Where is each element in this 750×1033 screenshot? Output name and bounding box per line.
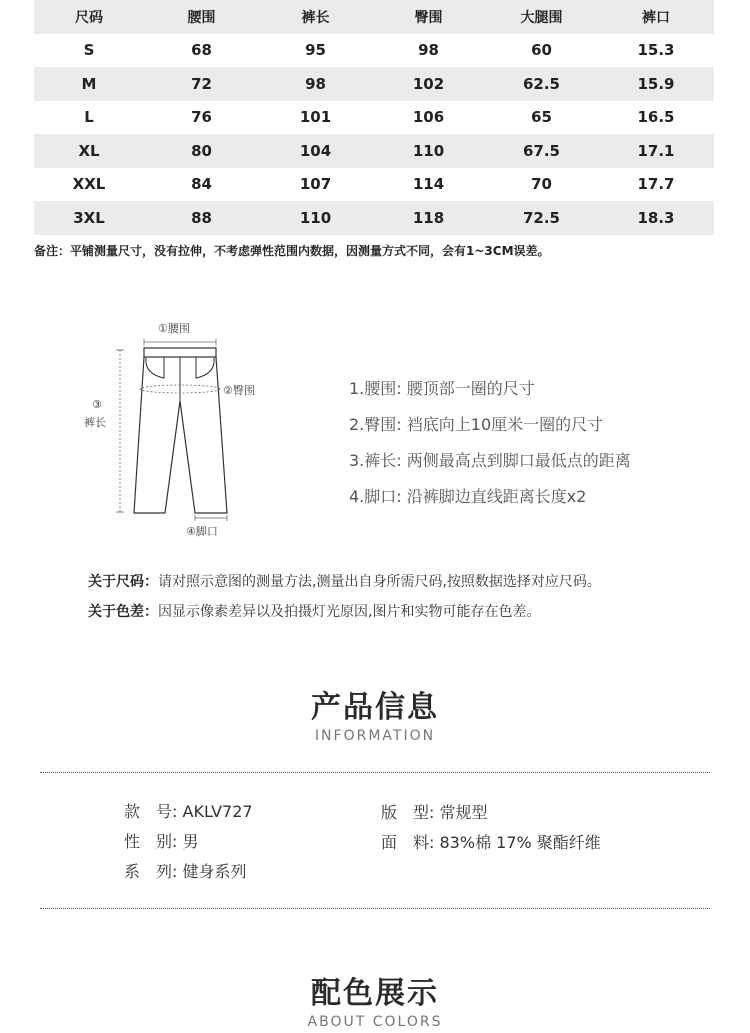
- info-model: [124, 799, 253, 822]
- header-cell: 腰围: [187, 9, 216, 26]
- about-size-key: 关于尺码：: [88, 574, 158, 590]
- table-cell: 104: [299, 141, 332, 160]
- divider: [40, 772, 710, 773]
- size-cell: L: [84, 108, 94, 127]
- measure-key: 3.裤长:: [349, 451, 402, 470]
- info-value: 常规型: [439, 803, 488, 822]
- table-cell: 16.5: [637, 108, 675, 127]
- info-value: 健身系列: [182, 862, 247, 881]
- table-cell: 95: [305, 41, 326, 60]
- about-size-text: 请对照示意图的测量方法,测量出自身所需尺码,按照数据选择对应尺码。: [158, 574, 601, 590]
- about-color: [88, 601, 540, 621]
- table-cell: 110: [412, 141, 445, 160]
- about-size: [88, 571, 601, 591]
- measure-key: 4.脚口:: [349, 487, 402, 506]
- table-cell: 62.5: [522, 74, 560, 93]
- product-info-subtitle: INFORMATION: [314, 728, 436, 744]
- header-cell: 裤长: [301, 9, 330, 26]
- table-cell: 110: [299, 208, 332, 227]
- header-cell: 大腿围: [520, 9, 563, 26]
- measure-desc: 腰顶部一圈的尺寸: [406, 379, 535, 398]
- length-number: ③: [92, 398, 102, 411]
- table-row: [34, 34, 714, 68]
- size-cell: XL: [78, 141, 100, 160]
- table-cell: 72: [191, 74, 212, 93]
- list-item: [349, 376, 631, 412]
- table-cell: 114: [412, 175, 445, 194]
- table-cell: 88: [191, 208, 212, 227]
- pants-outline-icon: [80, 316, 280, 546]
- info-key: 款 号:: [124, 802, 178, 821]
- waist-label: ①腰围: [158, 322, 190, 335]
- about-color-text: 因显示像素差异以及拍摄灯光原因,图片和实物可能存在色差。: [158, 604, 541, 620]
- list-item: [349, 412, 631, 448]
- pants-diagram: [80, 316, 280, 546]
- header-cell: 臀围: [414, 9, 443, 26]
- table-cell: 118: [412, 208, 445, 227]
- measure-key: 2.臀围:: [349, 415, 402, 434]
- table-cell: 70: [531, 175, 552, 194]
- table-cell: 101: [299, 108, 332, 127]
- table-cell: 76: [191, 108, 212, 127]
- info-key: 性 别:: [124, 832, 178, 851]
- table-cell: 102: [412, 74, 445, 93]
- table-cell: 84: [191, 175, 212, 194]
- size-table-header: [34, 0, 714, 34]
- info-series: [124, 859, 247, 882]
- info-value: 男: [182, 832, 199, 851]
- header-cell: 裤口: [642, 9, 670, 26]
- info-fabric: [381, 830, 601, 853]
- list-item: [349, 484, 631, 520]
- header-cell: 尺码: [75, 9, 103, 26]
- size-cell: S: [83, 41, 95, 60]
- list-item: [349, 448, 631, 484]
- size-note: 备注：平铺测量尺寸，没有拉伸，不考虑弹性范围内数据，因测量方式不同，会有1~3CM误差。: [34, 244, 550, 258]
- hip-label: ②臀围: [223, 384, 255, 397]
- info-gender: [124, 829, 199, 852]
- table-cell: 15.9: [637, 74, 675, 93]
- info-key: 系 列:: [124, 862, 178, 881]
- measure-desc: 沿裤脚边直线距离长度x2: [406, 487, 587, 506]
- divider: [40, 908, 710, 909]
- size-cell: 3XL: [73, 208, 105, 227]
- table-row: [34, 134, 714, 168]
- table-row: [34, 101, 714, 135]
- measurement-list: [349, 376, 631, 520]
- table-cell: 98: [418, 41, 439, 60]
- table-cell: 15.3: [637, 41, 675, 60]
- info-key: 版 型:: [381, 803, 435, 822]
- table-cell: 80: [191, 141, 212, 160]
- colors-title: 配色展示: [311, 976, 439, 1011]
- table-row: [34, 201, 714, 235]
- size-table: [34, 0, 714, 235]
- measure-desc: 两侧最高点到脚口最低点的距离: [406, 451, 631, 470]
- table-cell: 60: [531, 41, 552, 60]
- info-key: 面 料:: [381, 833, 435, 852]
- info-fit: [381, 800, 488, 823]
- about-color-key: 关于色差：: [88, 604, 158, 620]
- length-label: 裤长: [84, 416, 106, 429]
- table-cell: 17.7: [637, 175, 675, 194]
- table-cell: 68: [191, 41, 212, 60]
- size-cell: XXL: [72, 175, 106, 194]
- info-value: 83%棉 17% 聚酯纤维: [439, 833, 601, 852]
- table-cell: 18.3: [637, 208, 675, 227]
- table-cell: 98: [305, 74, 326, 93]
- table-cell: 67.5: [522, 141, 560, 160]
- measure-key: 1.腰围:: [349, 379, 402, 398]
- product-info-title: 产品信息: [311, 690, 439, 725]
- table-cell: 106: [412, 108, 445, 127]
- table-row: [34, 168, 714, 202]
- measure-desc: 裆底向上10厘米一圈的尺寸: [406, 415, 604, 434]
- table-cell: 72.5: [522, 208, 560, 227]
- size-cell: M: [81, 74, 97, 93]
- table-cell: 107: [299, 175, 332, 194]
- table-row: [34, 67, 714, 101]
- colors-subtitle: ABOUT COLORS: [307, 1014, 443, 1030]
- info-value: AKLV727: [182, 802, 253, 821]
- table-cell: 65: [531, 108, 552, 127]
- hem-label: ④脚口: [186, 525, 218, 538]
- table-cell: 17.1: [637, 141, 675, 160]
